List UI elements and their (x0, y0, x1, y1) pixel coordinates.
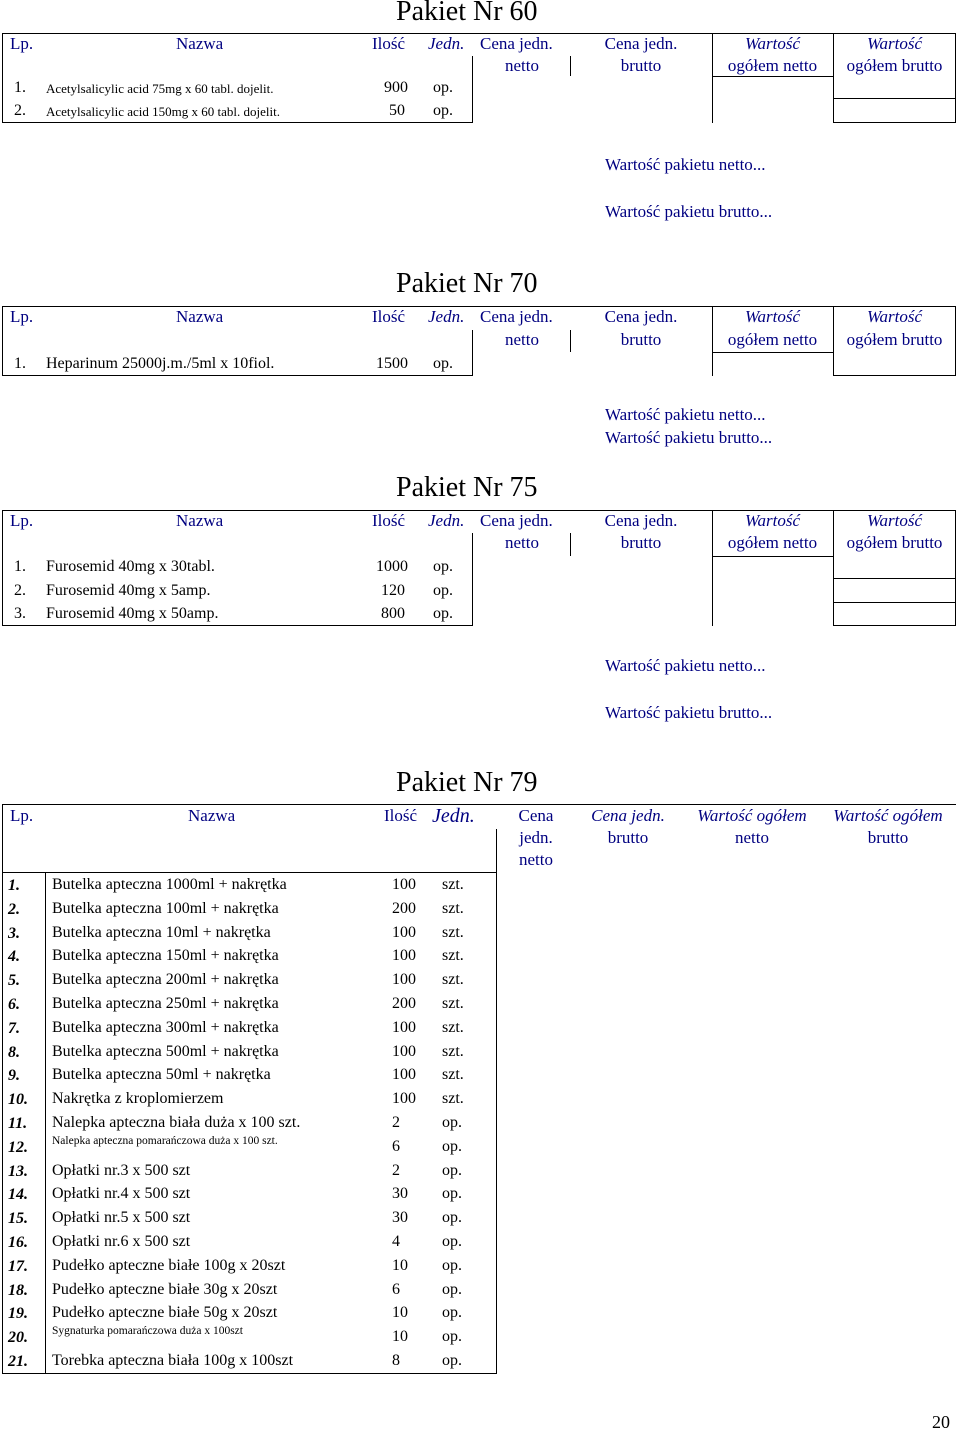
p79-row-16-lp: 16. (8, 1234, 28, 1251)
p60-row-2-ilosc: 50 (389, 102, 405, 119)
p79-row-15-lp: 15. (8, 1210, 28, 1227)
p79-row-3-nazwa: Butelka apteczna 10ml + nakrętka (52, 924, 271, 941)
p79-row-2-nazwa: Butelka apteczna 100ml + nakrętka (52, 900, 279, 917)
p70-hdr-cena-netto: Cena jedn. (480, 307, 553, 326)
p75-hdr-cena-netto: Cena jedn. (480, 511, 553, 530)
p79-hdr-cena-brutto-2: brutto (607, 828, 649, 847)
p75-hdr-cena-netto-2: netto (505, 533, 539, 552)
p60-hdr-cena-netto-2: netto (505, 56, 539, 75)
p75-hdr-jedn: Jedn. (428, 511, 465, 530)
p79-row-6-nazwa: Butelka apteczna 250ml + nakrętka (52, 995, 279, 1012)
p79-row-3-ilosc: 100 (392, 924, 416, 941)
p79-row-1-jedn: szt. (442, 876, 464, 893)
p79-row-15-jedn: op. (442, 1209, 462, 1226)
p70-row-1-ilosc: 1500 (376, 355, 408, 372)
pakiet70-title: Pakiet Nr 70 (396, 268, 538, 299)
p79-row-10-nazwa: Nakrętka z kroplomierzem (52, 1090, 224, 1107)
p79-row-6-ilosc: 200 (392, 995, 416, 1012)
p79-row-9-nazwa: Butelka apteczna 50ml + nakrętka (52, 1066, 271, 1083)
p75-hdr-ilosc: Ilość (372, 511, 406, 530)
p79-hdr-cena-netto-3: netto (519, 850, 553, 869)
p75-hdr-wart-netto-2: ogółem netto (727, 533, 818, 552)
p79-row-10-ilosc: 100 (392, 1090, 416, 1107)
p60-row-1-jedn: op. (433, 79, 453, 96)
p79-row-18-jedn: op. (442, 1281, 462, 1298)
p60-hdr-lp: Lp. (10, 34, 34, 53)
p79-row-19-lp: 19. (8, 1305, 28, 1322)
p79-row-16-nazwa: Opłatki nr.6 x 500 szt (52, 1233, 191, 1250)
p70-hdr-wart-netto: Wartość (744, 307, 801, 326)
p79-row-5-nazwa: Butelka apteczna 200ml + nakrętka (52, 971, 279, 988)
p70-hdr-wart-brutto: Wartość (866, 307, 923, 326)
p75-row-1-nazwa: Furosemid 40mg x 30tabl. (46, 558, 215, 575)
p79-row-3-lp: 3. (8, 925, 20, 942)
p79-row-17-jedn: op. (442, 1257, 462, 1274)
pakiet79-title: Pakiet Nr 79 (396, 767, 538, 798)
p75-row-1-ilosc: 1000 (376, 558, 408, 575)
pakiet75-title: Pakiet Nr 75 (396, 472, 538, 503)
p60-row-1-nazwa: Acetylsalicylic acid 75mg x 60 tabl. dojelit. (46, 81, 274, 96)
p70-hdr-ilosc: Ilość (372, 307, 406, 326)
p79-row-4-jedn: szt. (442, 947, 464, 964)
p70-hdr-wart-netto-2: ogółem netto (727, 330, 818, 349)
p79-row-18-ilosc: 6 (392, 1281, 400, 1298)
p79-row-19-ilosc: 10 (392, 1304, 408, 1321)
p60-hdr-cena-brutto-2: brutto (620, 56, 662, 75)
p60-row-2-jedn: op. (433, 102, 453, 119)
p75-row-3-nazwa: Furosemid 40mg x 50amp. (46, 605, 219, 622)
p79-row-13-ilosc: 2 (392, 1162, 400, 1179)
page-number: 20 (932, 1412, 950, 1432)
p70-row-1-lp: 1. (14, 355, 26, 372)
p79-row-15-nazwa: Opłatki nr.5 x 500 szt (52, 1209, 191, 1226)
p79-row-19-jedn: op. (442, 1304, 462, 1321)
p60-hdr-ilosc: Ilość (372, 34, 406, 53)
p60-hdr-cena-netto: Cena jedn. (480, 34, 553, 53)
p79-row-20-jedn: op. (442, 1328, 462, 1345)
p79-row-11-nazwa: Nalepka apteczna biała duża x 100 szt. (52, 1114, 301, 1131)
p79-row-9-jedn: szt. (442, 1066, 464, 1083)
p60-row-2-lp: 2. (14, 102, 26, 119)
p79-hdr-cena-brutto: Cena jedn. (591, 806, 665, 825)
p79-row-7-nazwa: Butelka apteczna 300ml + nakrętka (52, 1019, 279, 1036)
p79-row-13-jedn: op. (442, 1162, 462, 1179)
p60-hdr-wart-brutto: Wartość (866, 34, 923, 53)
p79-row-6-lp: 6. (8, 996, 20, 1013)
p70-hdr-cena-netto-2: netto (505, 330, 539, 349)
p60-hdr-wart-netto: Wartość (744, 34, 801, 53)
p79-row-10-jedn: szt. (442, 1090, 464, 1107)
pakiet60-title: Pakiet Nr 60 (396, 0, 538, 27)
p79-row-21-nazwa: Torebka apteczna biała 100g x 100szt (52, 1352, 294, 1369)
p79-row-13-nazwa: Opłatki nr.3 x 500 szt (52, 1162, 191, 1179)
p70-row-1-jedn: op. (433, 355, 453, 372)
p75-hdr-lp: Lp. (10, 511, 34, 530)
p79-row-8-ilosc: 100 (392, 1043, 416, 1060)
p79-row-12-ilosc: 6 (392, 1138, 400, 1155)
p79-row-16-ilosc: 4 (392, 1233, 400, 1250)
p75-sum-netto: Wartość pakietu netto... (605, 656, 766, 675)
p79-row-4-lp: 4. (8, 948, 20, 965)
p79-row-3-jedn: szt. (442, 924, 464, 941)
p79-hdr-cena-netto-2: jedn. (519, 828, 553, 847)
p79-row-11-jedn: op. (442, 1114, 462, 1131)
p60-row-1-ilosc: 900 (384, 79, 408, 96)
p79-row-21-jedn: op. (442, 1352, 462, 1369)
p79-row-1-lp: 1. (8, 877, 20, 894)
p79-row-6-jedn: szt. (442, 995, 464, 1012)
p75-row-1-jedn: op. (433, 558, 453, 575)
p75-row-2-lp: 2. (14, 582, 26, 599)
p79-row-4-nazwa: Butelka apteczna 150ml + nakrętka (52, 947, 279, 964)
p79-row-11-lp: 11. (8, 1115, 28, 1132)
p79-row-13-lp: 13. (8, 1163, 28, 1180)
p70-hdr-nazwa: Nazwa (176, 307, 224, 326)
p75-hdr-cena-brutto: Cena jedn. (604, 511, 678, 530)
p75-hdr-cena-brutto-2: brutto (620, 533, 662, 552)
p79-hdr-wart-brutto-2: brutto (867, 828, 909, 847)
p60-hdr-wart-netto-2: ogółem netto (727, 56, 818, 75)
p79-hdr-jedn: Jedn. (432, 805, 475, 827)
p70-sum-brutto: Wartość pakietu brutto... (605, 428, 773, 447)
p79-row-18-lp: 18. (8, 1282, 28, 1299)
p75-row-1-lp: 1. (14, 558, 26, 575)
p60-hdr-wart-brutto-2: ogółem brutto (846, 56, 943, 75)
p79-row-5-lp: 5. (8, 972, 20, 989)
p60-hdr-nazwa: Nazwa (176, 34, 224, 53)
p60-row-1-lp: 1. (14, 79, 26, 96)
p79-hdr-wart-netto-2: netto (735, 828, 769, 847)
p79-hdr-wart-brutto: Wartość ogółem (833, 806, 943, 825)
p79-row-1-nazwa: Butelka apteczna 1000ml + nakrętka (52, 876, 287, 893)
p79-row-1-ilosc: 100 (392, 876, 416, 893)
p70-hdr-cena-brutto: Cena jedn. (604, 307, 678, 326)
p79-row-7-lp: 7. (8, 1020, 20, 1037)
p79-row-8-jedn: szt. (442, 1043, 464, 1060)
p60-row-2-nazwa: Acetylsalicylic acid 150mg x 60 tabl. dojelit. (46, 104, 280, 119)
p60-sum-netto: Wartość pakietu netto... (605, 155, 766, 174)
p79-row-8-lp: 8. (8, 1044, 20, 1061)
p79-hdr-wart-netto: Wartość ogółem (697, 806, 807, 825)
p79-row-7-ilosc: 100 (392, 1019, 416, 1036)
p79-row-4-ilosc: 100 (392, 947, 416, 964)
p75-row-2-nazwa: Furosemid 40mg x 5amp. (46, 582, 211, 599)
p79-row-20-nazwa: Sygnaturka pomarańczowa duża x 100szt (52, 1325, 243, 1337)
p79-row-9-ilosc: 100 (392, 1066, 416, 1083)
p79-hdr-lp: Lp. (10, 806, 34, 825)
p79-row-20-ilosc: 10 (392, 1328, 408, 1345)
p79-row-2-ilosc: 200 (392, 900, 416, 917)
p79-row-9-lp: 9. (8, 1067, 20, 1084)
p75-row-3-lp: 3. (14, 605, 26, 622)
p79-row-11-ilosc: 2 (392, 1114, 400, 1131)
p79-row-14-lp: 14. (8, 1186, 28, 1203)
p79-row-17-lp: 17. (8, 1258, 28, 1275)
p79-row-10-lp: 10. (8, 1091, 28, 1108)
p70-hdr-wart-brutto-2: ogółem brutto (846, 330, 943, 349)
p79-row-5-jedn: szt. (442, 971, 464, 988)
p79-hdr-cena-netto: Cena (518, 806, 554, 825)
p79-row-21-ilosc: 8 (392, 1352, 400, 1369)
p79-row-2-lp: 2. (8, 901, 20, 918)
p79-row-2-jedn: szt. (442, 900, 464, 917)
p79-row-21-lp: 21. (8, 1353, 28, 1370)
p79-row-14-nazwa: Opłatki nr.4 x 500 szt (52, 1185, 191, 1202)
p79-row-20-lp: 20. (8, 1329, 28, 1346)
p70-hdr-jedn: Jedn. (428, 307, 465, 326)
p79-row-19-nazwa: Pudełko apteczne białe 50g x 20szt (52, 1304, 278, 1321)
p60-hdr-jedn: Jedn. (428, 34, 465, 53)
p75-hdr-wart-brutto: Wartość (866, 511, 923, 530)
p75-hdr-wart-brutto-2: ogółem brutto (846, 533, 943, 552)
p79-row-12-nazwa: Nalepka apteczna pomarańczowa duża x 100 szt. (52, 1135, 278, 1147)
p75-row-3-ilosc: 800 (381, 605, 405, 622)
p70-row-1-nazwa: Heparinum 25000j.m./5ml x 10fiol. (46, 355, 275, 372)
p75-row-2-jedn: op. (433, 582, 453, 599)
p70-hdr-lp: Lp. (10, 307, 34, 326)
p79-hdr-nazwa: Nazwa (188, 806, 236, 825)
p79-row-5-ilosc: 100 (392, 971, 416, 988)
p60-sum-brutto: Wartość pakietu brutto... (605, 202, 773, 221)
p75-sum-brutto: Wartość pakietu brutto... (605, 703, 773, 722)
p75-hdr-nazwa: Nazwa (176, 511, 224, 530)
p70-sum-netto: Wartość pakietu netto... (605, 405, 766, 424)
p79-hdr-ilosc: Ilość (384, 806, 418, 825)
p60-hdr-cena-brutto: Cena jedn. (604, 34, 678, 53)
p70-hdr-cena-brutto-2: brutto (620, 330, 662, 349)
p79-row-8-nazwa: Butelka apteczna 500ml + nakrętka (52, 1043, 279, 1060)
p79-row-18-nazwa: Pudełko apteczne białe 30g x 20szt (52, 1281, 278, 1298)
p79-row-12-lp: 12. (8, 1139, 28, 1156)
p79-row-17-nazwa: Pudełko apteczne białe 100g x 20szt (52, 1257, 286, 1274)
p79-row-15-ilosc: 30 (392, 1209, 408, 1226)
p79-row-16-jedn: op. (442, 1233, 462, 1250)
p79-row-17-ilosc: 10 (392, 1257, 408, 1274)
p75-row-2-ilosc: 120 (381, 582, 405, 599)
p79-row-14-ilosc: 30 (392, 1185, 408, 1202)
p79-row-7-jedn: szt. (442, 1019, 464, 1036)
p79-row-12-jedn: op. (442, 1138, 462, 1155)
p75-hdr-wart-netto: Wartość (744, 511, 801, 530)
p75-row-3-jedn: op. (433, 605, 453, 622)
p79-row-14-jedn: op. (442, 1185, 462, 1202)
